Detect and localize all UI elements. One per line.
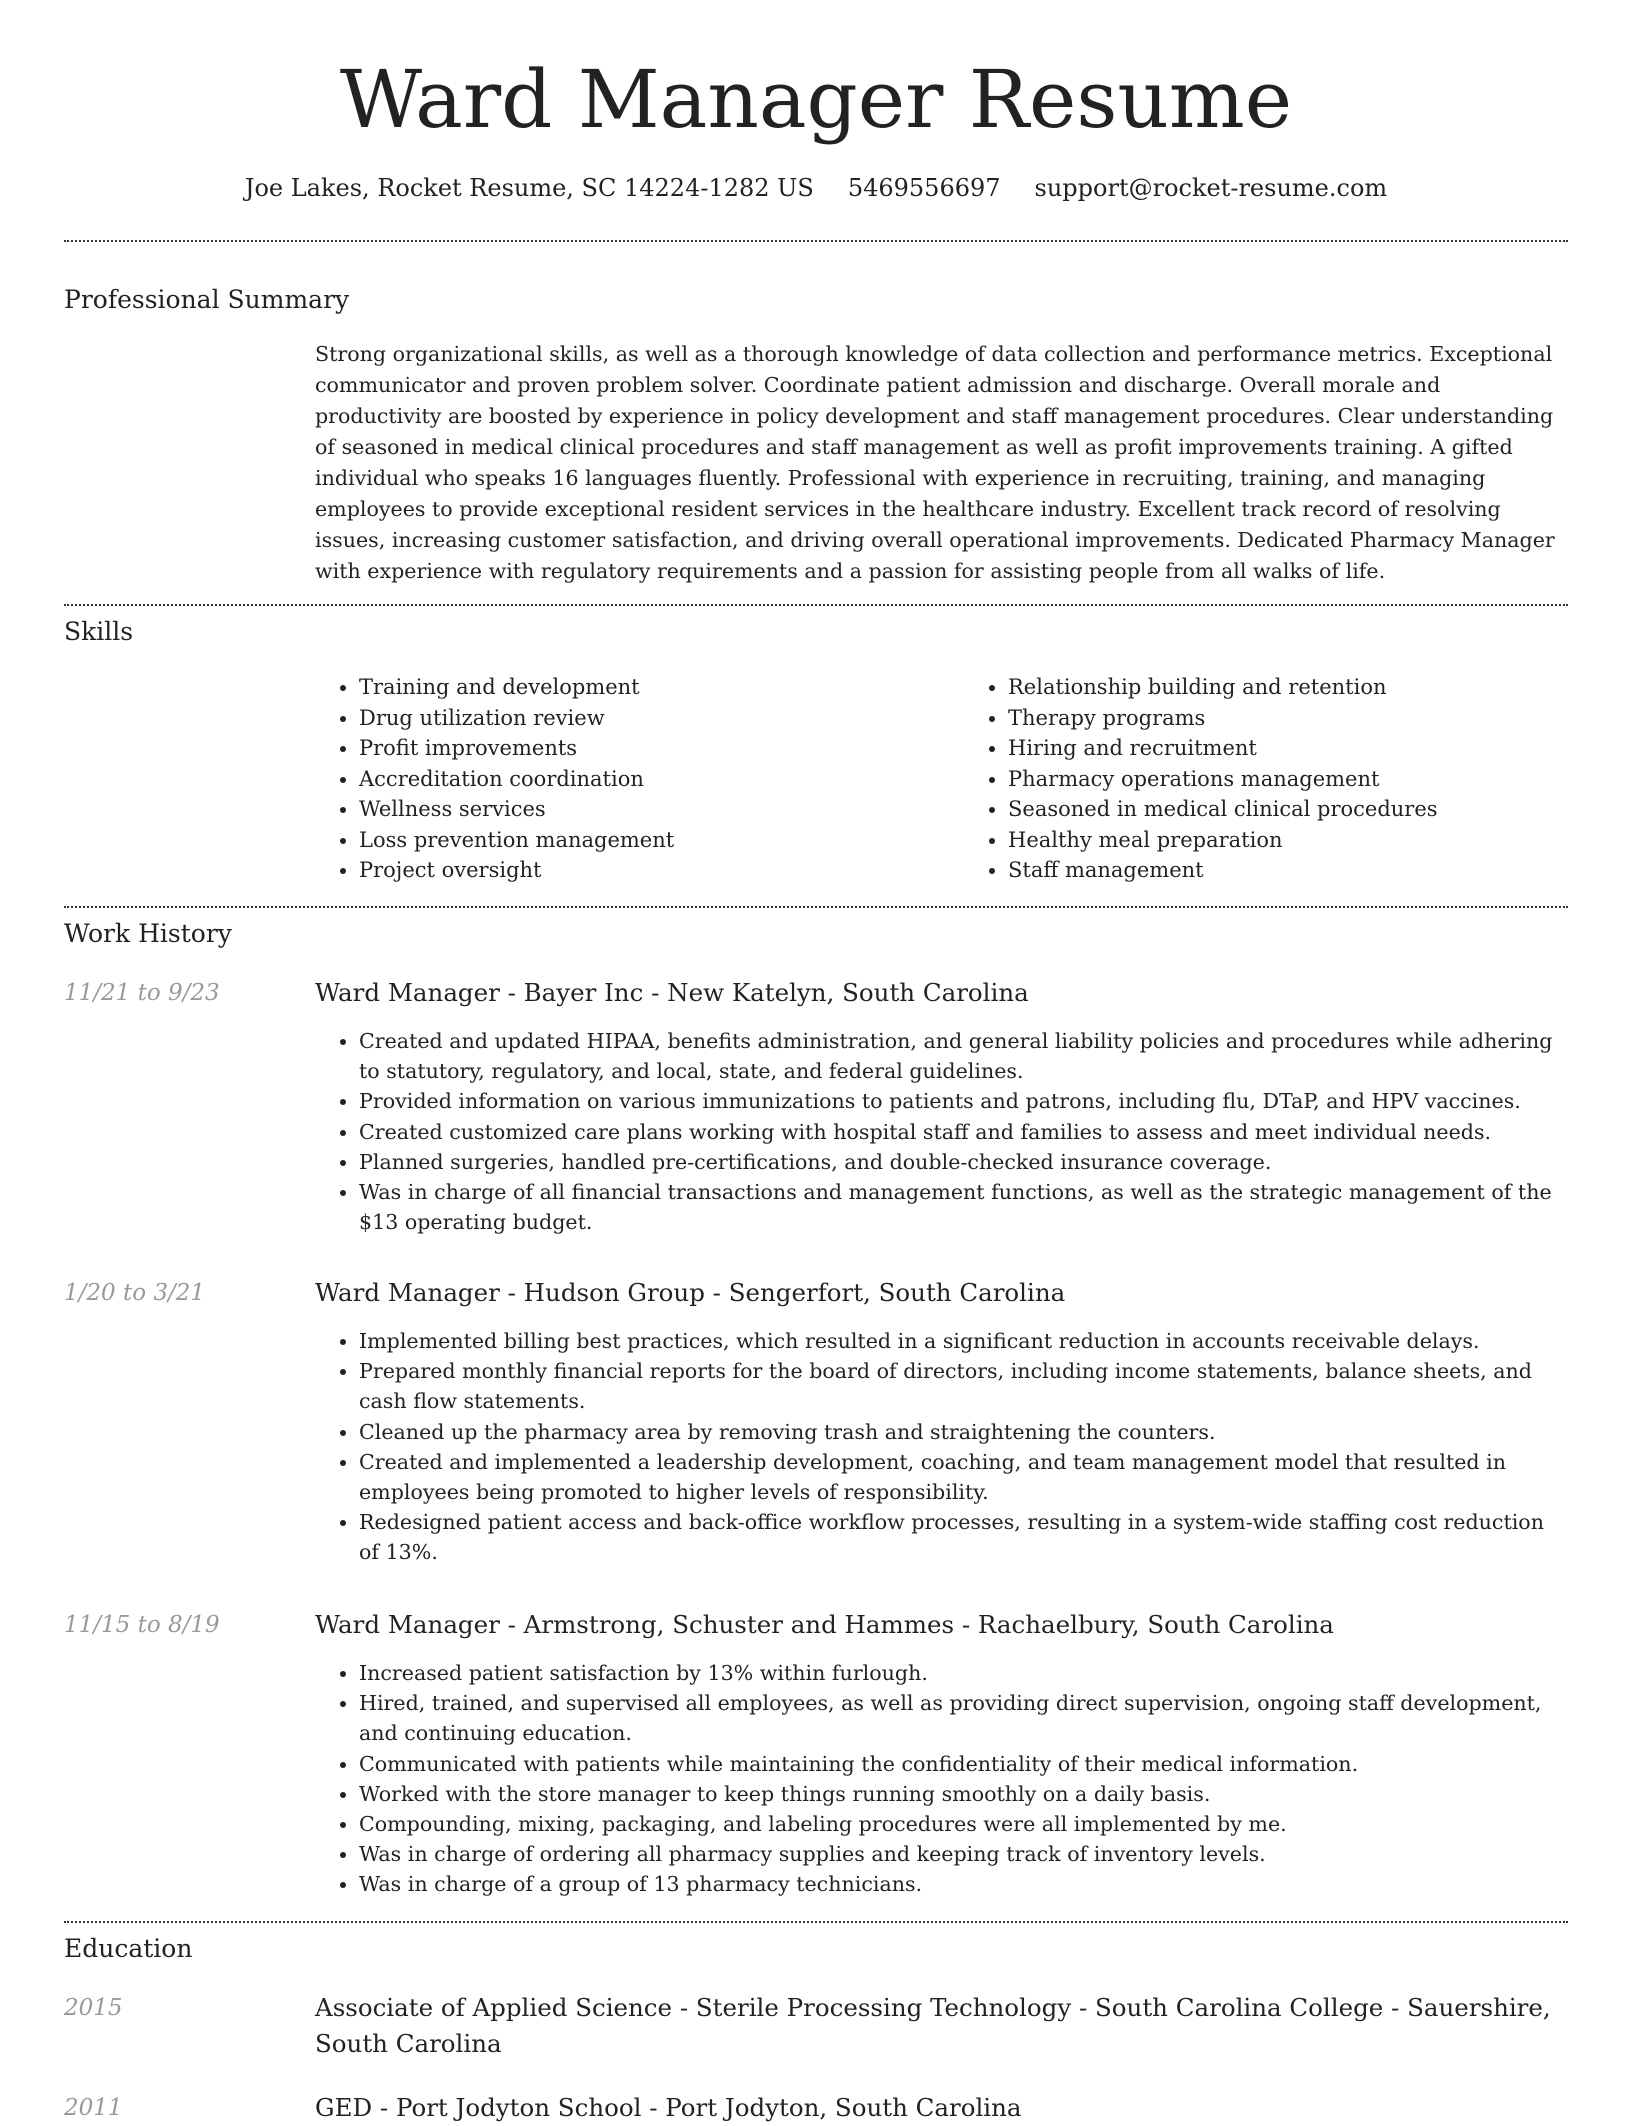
skills-column-right xyxy=(964,672,1568,886)
job-bullet: • Implemented billing best practices, which resulted in a significant reduction in accounts receivable delays. xyxy=(359,1326,1568,1356)
skill-item: • Therapy programs xyxy=(1008,703,1568,734)
education-entry xyxy=(315,2090,1568,2126)
skill-item: • Training and development xyxy=(359,672,919,703)
skills-list xyxy=(315,672,1568,886)
page-title: Ward Manager Resume xyxy=(339,53,1293,146)
job-bullet: • Worked with the store manager to keep things running smoothly on a daily basis. xyxy=(359,1779,1568,1809)
section-heading-summary: Professional Summary xyxy=(64,285,350,314)
education-school: - Port Jodyton School - Port Jodyton, South Carolina xyxy=(372,2093,1022,2122)
skill-item: • Drug utilization review xyxy=(359,703,919,734)
summary-text: Strong organizational skills, as well as a thorough knowledge of data collection and performance metrics. Exceptional communicator and proven problem solver. Coordinate patient admission and discharge. Overall morale and productivity are boosted by experience in policy development and staff management procedures. Clear understanding of seasoned in medical clinical procedures and staff management as well as profit improvements training. A gifted individual who speaks 16 languages fluently. Professional with experience in recruiting, training, and managing employees to provide exceptional resident services in the healthcare industry. Excellent track record of resolving issues, increasing customer satisfaction, and driving overall operational improvements. Dedicated Pharmacy Manager with experience with regulatory requirements and a passion for assisting people from all walks of life. xyxy=(315,342,1555,583)
skill-item: • Pharmacy operations management xyxy=(1008,764,1568,795)
education-school: - South Carolina College - Sauershire, South Carolina xyxy=(315,1993,1551,2058)
education-entry xyxy=(315,1990,1568,2062)
skill-item: • Staff management xyxy=(1008,855,1568,886)
job-bullet: • Communicated with patients while maintaining the confidentiality of their medical information. xyxy=(359,1749,1568,1779)
job-bullet: • Created and implemented a leadership development, coaching, and team management model that resulted in employees being promoted to higher levels of responsibility. xyxy=(359,1447,1568,1507)
job-bullet: • Created customized care plans working with hospital staff and families to assess and meet individual needs. xyxy=(359,1117,1568,1147)
contact-address: Joe Lakes, Rocket Resume, SC 14224-1282 US xyxy=(244,174,814,202)
contact-line xyxy=(0,170,1632,206)
job-bullet: • Was in charge of ordering all pharmacy supplies and keeping track of inventory levels. xyxy=(359,1839,1568,1869)
job-bullet: • Hired, trained, and supervised all employees, as well as providing direct supervision, ongoing staff development, and continuing education. xyxy=(359,1688,1568,1748)
job-dates: 11/21 to 9/23 xyxy=(64,980,220,1006)
skill-item: • Hiring and recruitment xyxy=(1008,733,1568,764)
job-bullet: • Cleaned up the pharmacy area by removing trash and straightening the counters. xyxy=(359,1417,1568,1447)
education-degree: Associate of Applied Science - Sterile Processing Technology xyxy=(315,1993,1072,2022)
skill-item: • Wellness services xyxy=(359,794,919,825)
section-heading-education: Education xyxy=(64,1934,193,1963)
job-bullet: • Redesigned patient access and back-office workflow processes, resulting in a system-wide staffing cost reduction of 13%. xyxy=(359,1507,1568,1567)
job-bullet: • Was in charge of all financial transactions and management functions, as well as the strategic management of the $13 operating budget. xyxy=(359,1177,1568,1237)
contact-phone: 5469556697 xyxy=(847,174,1001,202)
skill-item: • Healthy meal preparation xyxy=(1008,825,1568,856)
section-divider xyxy=(64,604,1568,606)
job-bullet: • Planned surgeries, handled pre-certifications, and double-checked insurance coverage. xyxy=(359,1147,1568,1177)
job-bullets xyxy=(315,1326,1568,1568)
education-year: 2015 xyxy=(64,1995,123,2021)
skill-item: • Loss prevention management xyxy=(359,825,919,856)
job-bullet: • Compounding, mixing, packaging, and labeling procedures were all implemented by me. xyxy=(359,1809,1568,1839)
skills-column-left xyxy=(315,672,919,886)
section-divider xyxy=(64,1921,1568,1923)
skill-item: • Profit improvements xyxy=(359,733,919,764)
job-bullet: • Provided information on various immunizations to patients and patrons, including flu, DTaP, and HPV vaccines. xyxy=(359,1086,1568,1116)
job-title: Ward Manager - Hudson Group - Sengerfort, South Carolina xyxy=(315,1278,1066,1307)
section-divider xyxy=(64,240,1568,242)
job-bullet: • Created and updated HIPAA, benefits administration, and general liability policies and procedures while adhering to statutory, regulatory, and local, state, and federal guidelines. xyxy=(359,1026,1568,1086)
skill-item: • Seasoned in medical clinical procedures xyxy=(1008,794,1568,825)
job-bullet: • Prepared monthly financial reports for the board of directors, including income statements, balance sheets, and cash flow statements. xyxy=(359,1356,1568,1416)
job-bullets xyxy=(315,1026,1568,1237)
job-title: Ward Manager - Armstrong, Schuster and Hammes - Rachaelbury, South Carolina xyxy=(315,1610,1334,1639)
education-year: 2011 xyxy=(64,2095,123,2121)
job-bullet: • Increased patient satisfaction by 13% within furlough. xyxy=(359,1658,1568,1688)
education-degree: GED xyxy=(315,2093,373,2122)
section-heading-skills: Skills xyxy=(64,617,134,646)
job-dates: 11/15 to 8/19 xyxy=(64,1612,220,1638)
skill-item: • Project oversight xyxy=(359,855,919,886)
job-dates: 1/20 to 3/21 xyxy=(64,1280,206,1306)
section-divider xyxy=(64,906,1568,908)
contact-email: support@rocket-resume.com xyxy=(1034,174,1388,202)
section-heading-work: Work History xyxy=(64,919,232,948)
skill-item: • Accreditation coordination xyxy=(359,764,919,795)
job-title: Ward Manager - Bayer Inc - New Katelyn, South Carolina xyxy=(315,978,1029,1007)
skill-item: • Relationship building and retention xyxy=(1008,672,1568,703)
job-bullets xyxy=(315,1658,1568,1900)
job-bullet: • Was in charge of a group of 13 pharmacy technicians. xyxy=(359,1869,1568,1899)
